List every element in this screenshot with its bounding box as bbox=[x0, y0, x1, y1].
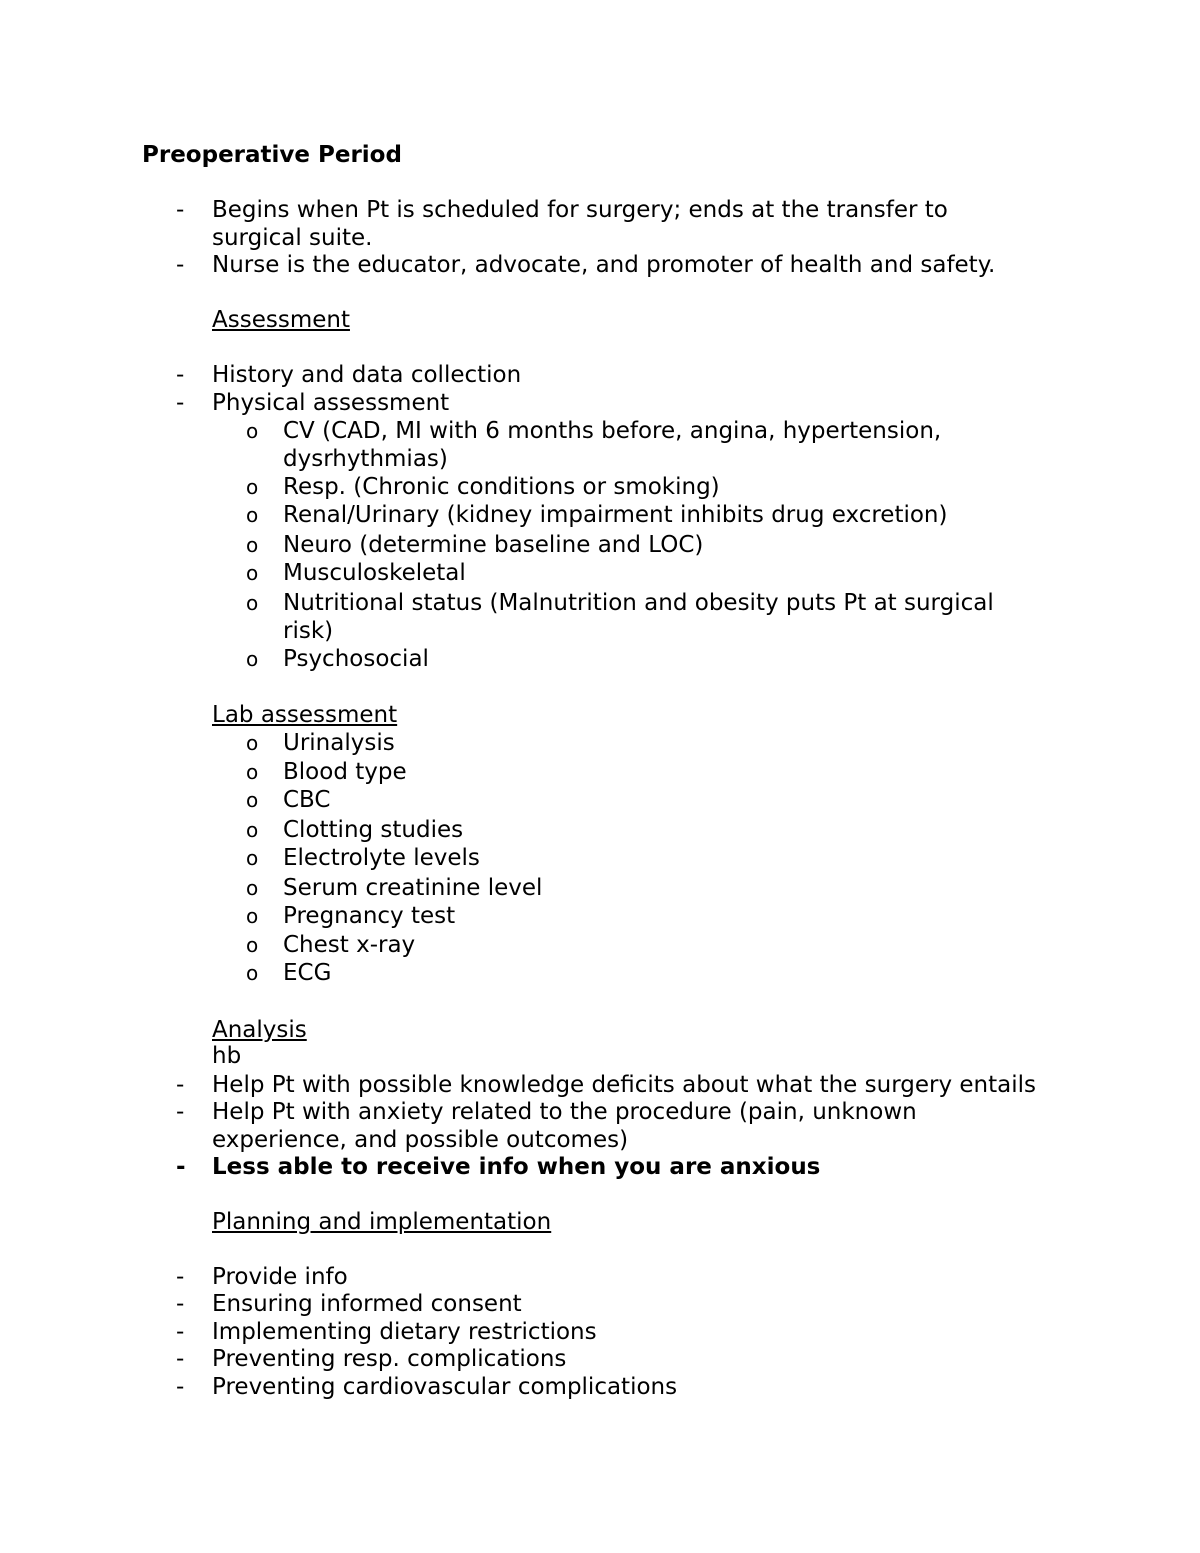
dash-bullet: - bbox=[176, 1154, 186, 1180]
circle-bullet: o bbox=[246, 561, 259, 585]
dash-bullet: - bbox=[176, 1374, 185, 1400]
dash-bullet: - bbox=[176, 197, 185, 223]
circle-bullet: o bbox=[246, 475, 259, 499]
circle-bullet: o bbox=[246, 731, 259, 755]
dash-bullet: - bbox=[176, 1346, 185, 1372]
planning-item: Preventing resp. complications bbox=[212, 1346, 567, 1372]
lab-item: CBC bbox=[283, 787, 331, 813]
lab-item: Serum creatinine level bbox=[283, 875, 543, 901]
analysis-item-2-line-2: experience, and possible outcomes) bbox=[212, 1127, 629, 1153]
planning-item: Provide info bbox=[212, 1264, 348, 1290]
circle-bullet: o bbox=[246, 591, 259, 615]
circle-bullet: o bbox=[246, 818, 259, 842]
dash-bullet: - bbox=[176, 362, 185, 388]
intro-item-1-line-2: surgical suite. bbox=[212, 225, 373, 251]
sub-item-cv-line-2: dysrhythmias) bbox=[283, 446, 448, 472]
circle-bullet: o bbox=[246, 788, 259, 812]
circle-bullet: o bbox=[246, 760, 259, 784]
sub-item-neuro: Neuro (determine baseline and LOC) bbox=[283, 532, 704, 558]
analysis-heading: Analysis bbox=[212, 1017, 307, 1043]
sub-item-nutri-line-1: Nutritional status (Malnutrition and obesity puts Pt at surgical bbox=[283, 590, 994, 616]
circle-bullet: o bbox=[246, 647, 259, 671]
planning-item: Ensuring informed consent bbox=[212, 1291, 522, 1317]
dash-bullet: - bbox=[176, 1072, 185, 1098]
sub-item-resp: Resp. (Chronic conditions or smoking) bbox=[283, 474, 720, 500]
sub-item-psycho: Psychosocial bbox=[283, 646, 429, 672]
dash-bullet: - bbox=[176, 1099, 185, 1125]
analysis-item-3: Less able to receive info when you are anxious bbox=[212, 1154, 821, 1180]
dash-bullet: - bbox=[176, 1264, 185, 1290]
circle-bullet: o bbox=[246, 419, 259, 443]
analysis-item-1: Help Pt with possible knowledge deficits about what the surgery entails bbox=[212, 1072, 1036, 1098]
dash-bullet: - bbox=[176, 390, 185, 416]
lab-item: Pregnancy test bbox=[283, 903, 456, 929]
lab-item: Clotting studies bbox=[283, 817, 464, 843]
dash-bullet: - bbox=[176, 1319, 185, 1345]
planning-item: Preventing cardiovascular complications bbox=[212, 1374, 678, 1400]
list-item: History and data collection bbox=[212, 362, 522, 388]
circle-bullet: o bbox=[246, 503, 259, 527]
assessment-heading: Assessment bbox=[212, 307, 350, 333]
circle-bullet: o bbox=[246, 961, 259, 985]
planning-item: Implementing dietary restrictions bbox=[212, 1319, 597, 1345]
lab-item: Electrolyte levels bbox=[283, 845, 480, 871]
circle-bullet: o bbox=[246, 876, 259, 900]
circle-bullet: o bbox=[246, 904, 259, 928]
dash-bullet: - bbox=[176, 1291, 185, 1317]
circle-bullet: o bbox=[246, 533, 259, 557]
lab-heading: Lab assessment bbox=[212, 702, 398, 728]
lab-item: Blood type bbox=[283, 759, 407, 785]
lab-item: Chest x-ray bbox=[283, 932, 416, 958]
list-item: Physical assessment bbox=[212, 390, 450, 416]
intro-item-2: Nurse is the educator, advocate, and promoter of health and safety. bbox=[212, 252, 996, 278]
analysis-item-2-line-1: Help Pt with anxiety related to the procedure (pain, unknown bbox=[212, 1099, 917, 1125]
circle-bullet: o bbox=[246, 846, 259, 870]
intro-item-1-line-1: Begins when Pt is scheduled for surgery; ends at the transfer to bbox=[212, 197, 948, 223]
sub-item-cv-line-1: CV (CAD, MI with 6 months before, angina, hypertension, bbox=[283, 418, 942, 444]
sub-item-nutri-line-2: risk) bbox=[283, 618, 334, 644]
dash-bullet: - bbox=[176, 252, 185, 278]
lab-item: Urinalysis bbox=[283, 730, 395, 756]
circle-bullet: o bbox=[246, 933, 259, 957]
sub-item-renal: Renal/Urinary (kidney impairment inhibits drug excretion) bbox=[283, 502, 948, 528]
sub-item-musculo: Musculoskeletal bbox=[283, 560, 466, 586]
lab-item: ECG bbox=[283, 960, 332, 986]
analysis-note: hb bbox=[212, 1043, 242, 1069]
planning-heading: Planning and implementation bbox=[212, 1209, 552, 1235]
page-title: Preoperative Period bbox=[142, 142, 402, 168]
